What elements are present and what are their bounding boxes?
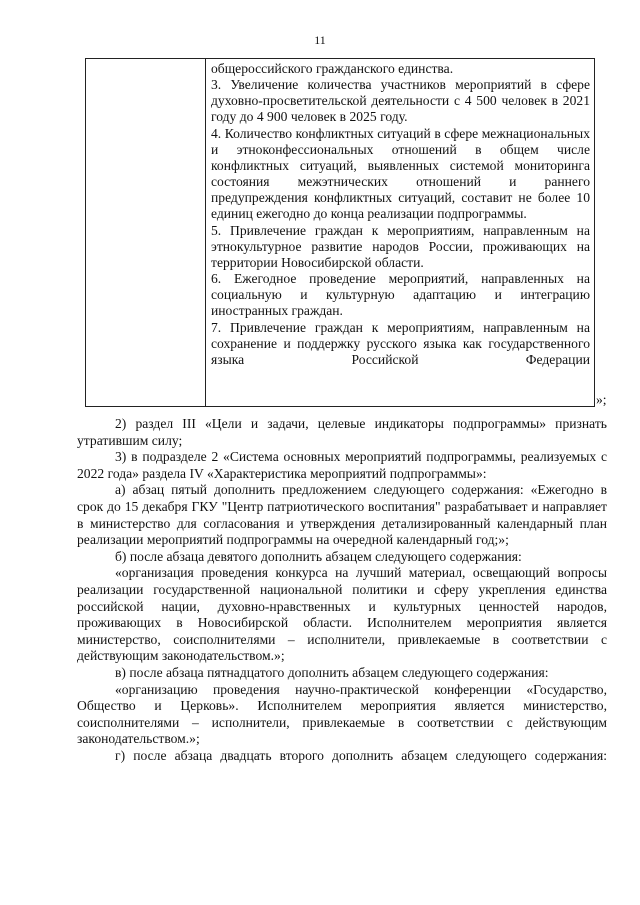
paragraph: а) абзац пятый дополнить предложением следующего содержания: «Ежегодно в срок до 15 декабря ГКУ "Центр патриотического воспитания" разрабатывает и направляет в министерство для согласования и утверждения детализированный календарный план реализации мероприятий подпрограммы на очередной календарный год;»; [77, 482, 607, 548]
table-cell-paragraph: 7. Привлечение граждан к мероприятиям, направленным на сохранение и поддержку русского языка как государственного языка Российской Федерации [211, 319, 590, 367]
paragraph: 3) в подразделе 2 «Система основных мероприятий подпрограммы, реализуемых с 2022 года» раздела IV «Характеристика мероприятий подпрограммы»: [77, 449, 607, 481]
closing-quote: »; [596, 392, 607, 407]
amendment-text [77, 416, 607, 764]
page-number: 11 [314, 33, 326, 47]
table-cell-paragraph: 5. Привлечение граждан к мероприятиям, направленным на этнокультурное развитие народов России, проживающих на территории Новосибирской области. [211, 222, 590, 270]
table-cell-paragraph: 6. Ежегодное проведение мероприятий, направленных на социальную и культурную адаптацию и интеграцию иностранных граждан. [211, 271, 590, 319]
table-cell-indicators [211, 61, 590, 368]
paragraph: «организацию проведения научно-практической конференции «Государство, Общество и Церковь». Исполнителем мероприятия является министерство, соисполнителями – исполнители, привлекаемые в соответствии с действующим законодательством.»; [77, 681, 607, 747]
table-cell-paragraph: 3. Увеличение количества участников мероприятий в сфере духовно-просветительской деятельности с 4 500 человек в 2021 году до 4 900 человек в 2025 году. [211, 77, 590, 125]
table-cell-paragraph: общероссийского гражданского единства. [211, 61, 454, 76]
paragraph: «организация проведения конкурса на лучший материал, освещающий вопросы реализации государственной национальной политики и сферу укрепления единства российской нации, духовно-нравственных и культурных ценностей народов, проживающих в Новосибирской области. Исполнителем мероприятия является министерство, соисполнителями – исполнители, привлекаемые в соответствии с действующим законодательством.»; [77, 565, 607, 664]
paragraph: г) после абзаца двадцать второго дополнить абзацем следующего содержания: [115, 747, 607, 763]
table-cell-paragraph: 4. Количество конфликтных ситуаций в сфере межнациональных и этноконфессиональных отношений в общем числе конфликтных ситуаций, выявленных системой мониторинга состояния межэтнических отношений и раннего предупреждения конфликтных ситуаций, составит не более 10 единиц ежегодно до конца реализации подпрограммы. [211, 125, 590, 222]
paragraph: 2) раздел III «Цели и задачи, целевые индикаторы подпрограммы» признать утратившим силу; [77, 416, 607, 448]
paragraph: в) после абзаца пятнадцатого дополнить абзацем следующего содержания: [115, 664, 549, 680]
paragraph: б) после абзаца девятого дополнить абзацем следующего содержания: [115, 548, 522, 564]
table-column-divider [205, 59, 206, 406]
indicators-table [85, 58, 595, 407]
